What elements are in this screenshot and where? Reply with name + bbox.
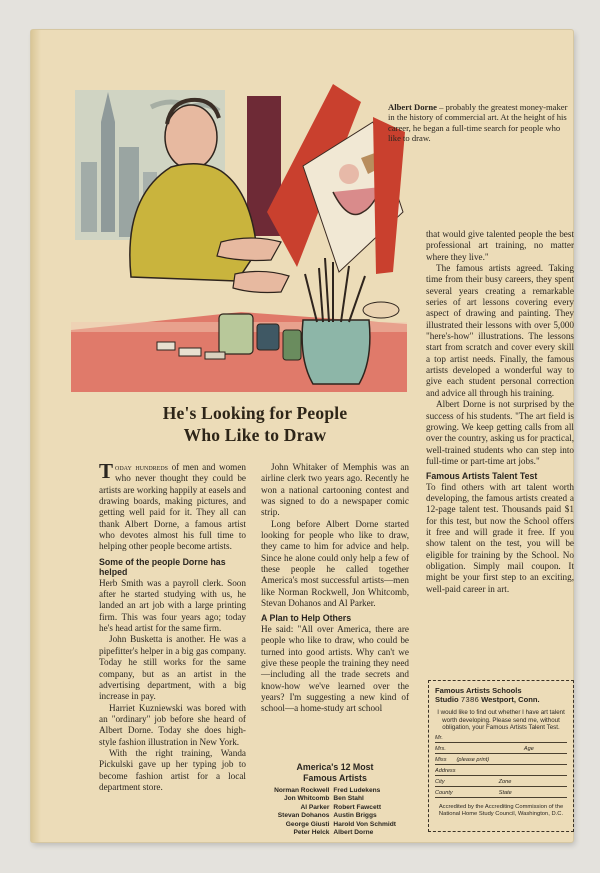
artist-illustration — [71, 62, 407, 392]
illustration-caption — [388, 102, 570, 144]
list-title-1: America's 12 Most — [296, 762, 374, 772]
name-field[interactable] — [435, 733, 567, 743]
miss-label: Miss — [435, 756, 447, 763]
paragraph: The famous artists agreed. Taking time from their busy careers, they spent several years creating a remarkable series of art lessons covering every aspect of drawing and painting. They illustrated their lessons with over 5,000 "here's-how" illustrations. The lessons start from scratch and cover every skill a top artist needs. Finally, the famous artists developed a wonderful way to give each student personal correction and advice all through his training. — [426, 263, 574, 398]
age-label: Age — [523, 745, 534, 752]
coupon-body: I would like to find out whether I have art talent worth developing. Please send me, without obligation, your Famous Artists Talent Test. — [437, 709, 565, 732]
paragraph: With the right training, Wanda Pickulski gave up her typing job to become fashion artist for a local department store. — [99, 747, 246, 792]
caption-name: Albert Dorne — [388, 102, 437, 112]
artist-name: Harold Von Schmidt — [333, 820, 396, 828]
paragraph: Harriet Kuzniewski was bored with an "ordinary" job before she heard of Albert Dorne. Today she does high-style fashion illustration in New York. — [99, 702, 246, 747]
paragraph: To find others with art talent worth developing, the famous artists created a 12-page talent test. Thousands paid $1 for this test, but now the School offers it free and will grade it free. If you show talent on the test, you will be eligible for training by the School. No obligation. Simply mail coupon. It might be your first step to an exciting, well-paid career in art. — [426, 481, 574, 594]
caption-text: – probably the greatest money-maker in the history of commercial art. At the height of his career, he began a full-time search for people who like to draw. — [388, 102, 568, 144]
artist-names-table — [272, 787, 398, 837]
miss-field[interactable] — [435, 755, 567, 765]
paragraph: Long before Albert Dorne started looking for people who like to draw, they came to him for advice and help. Since he alone could only help a few of these people he called together America's most successful artists—men like Norman Rockwell, Jon Whitcomb, Stevan Dohanos and Al Parker. — [261, 518, 409, 609]
artist-name: Albert Dorne — [333, 829, 374, 837]
studio-label: Studio — [435, 695, 459, 705]
famous-artists-list — [261, 762, 409, 837]
paragraph: Albert Dorne is not surprised by the success of his students. "The art field is growing. We keep getting calls from all over the country, asking us for practical, well-trained students who can step into full-time or part-time art jobs." — [426, 399, 574, 466]
coupon-title: Famous Artists Schools — [435, 686, 522, 695]
list-title-2: Famous Artists — [303, 772, 367, 783]
list-item — [272, 821, 398, 829]
headline-line-1: He's Looking for People — [162, 403, 348, 423]
magazine-page — [31, 30, 573, 842]
paragraph: of men and women who never thought they could be artists are working happily at easels and drawing boards, making pictures, and getting well paid for it. They all can thank Albert Dorne, a famous artist who devotes almost his full time to helping other people become artists. — [99, 462, 246, 552]
coupon-studio-line — [435, 695, 567, 706]
coupon-city: Westport, Conn. — [478, 695, 540, 705]
artist-name: George Giusti — [285, 820, 330, 828]
accreditation-note: Accredited by the Accrediting Commission of the National Home Study Council, Washington, D.C. — [438, 803, 564, 817]
list-item — [272, 795, 398, 803]
artist-name: Fred Ludekens — [333, 787, 381, 794]
paragraph: that would give talented people the best professional art training, no matter where they live." — [426, 229, 574, 262]
headline-line-2: Who Like to Draw — [183, 425, 327, 445]
paragraph: He said: "All over America, there are people who like to draw, who could be turned into good artists. Why can't we give these people the training they need—including all the trade secrets and know-how we've learned over the years? I'm suggesting a new kind of school—a home-study art school — [261, 623, 409, 714]
mrs-label: Mrs. — [435, 745, 446, 752]
artist-name: Robert Fawcett — [333, 803, 382, 811]
artist-name: Peter Helck — [293, 829, 330, 837]
list-item — [272, 812, 398, 820]
address-field[interactable] — [435, 766, 567, 776]
studio-number: 7386 — [460, 697, 479, 706]
list-item — [272, 787, 398, 795]
list-item — [272, 829, 398, 837]
paragraph: Herb Smith was a payroll clerk. Soon after he started studying with us, he landed an art job with a large printing firm. This was four years ago; today he's head artist for the same firm. — [99, 577, 246, 634]
print-hint: (please print) — [456, 756, 490, 763]
article-column-3 — [426, 229, 574, 595]
lead-words: oday hundreds — [115, 462, 169, 472]
mrs-age-field[interactable] — [435, 744, 567, 754]
county-state-field[interactable] — [435, 788, 567, 798]
article-column-1 — [99, 459, 246, 793]
paragraph: John Whitaker of Memphis was an airline clerk two years ago. Recently he won a national cartooning contest and was signed to do a newspaper comic strip. — [261, 462, 409, 518]
city-label: City — [435, 778, 445, 785]
subheading: A Plan to Help Others — [261, 613, 352, 624]
mr-label: Mr. — [435, 734, 443, 741]
paragraph: John Busketta is another. He was a pipefitter's helper in a big gas company. Today he still works for the same company, but as an artist in the advertising department, with a big increase in pay. — [99, 634, 246, 702]
city-zone-field[interactable] — [435, 777, 567, 787]
artist-name: Ben Stahl — [333, 795, 364, 803]
address-label: Address — [435, 767, 456, 774]
county-label: County — [435, 789, 453, 796]
zone-label: Zone — [498, 778, 512, 785]
artist-name: Norman Rockwell — [274, 787, 330, 794]
article-column-2 — [261, 462, 409, 715]
subheading: Famous Artists Talent Test — [426, 471, 538, 482]
subheading: Some of the people Dorne has helped — [99, 556, 226, 578]
drop-cap: T — [99, 459, 114, 483]
artist-name: Austin Briggs — [333, 812, 377, 820]
mail-coupon[interactable] — [428, 680, 574, 832]
artist-name: Al Parker — [300, 803, 330, 811]
headline — [103, 402, 407, 446]
artist-name: Stevan Dohanos — [277, 812, 330, 820]
list-item — [272, 804, 398, 812]
artist-name: Jon Whitcomb — [283, 795, 330, 803]
state-label: State — [498, 789, 512, 796]
